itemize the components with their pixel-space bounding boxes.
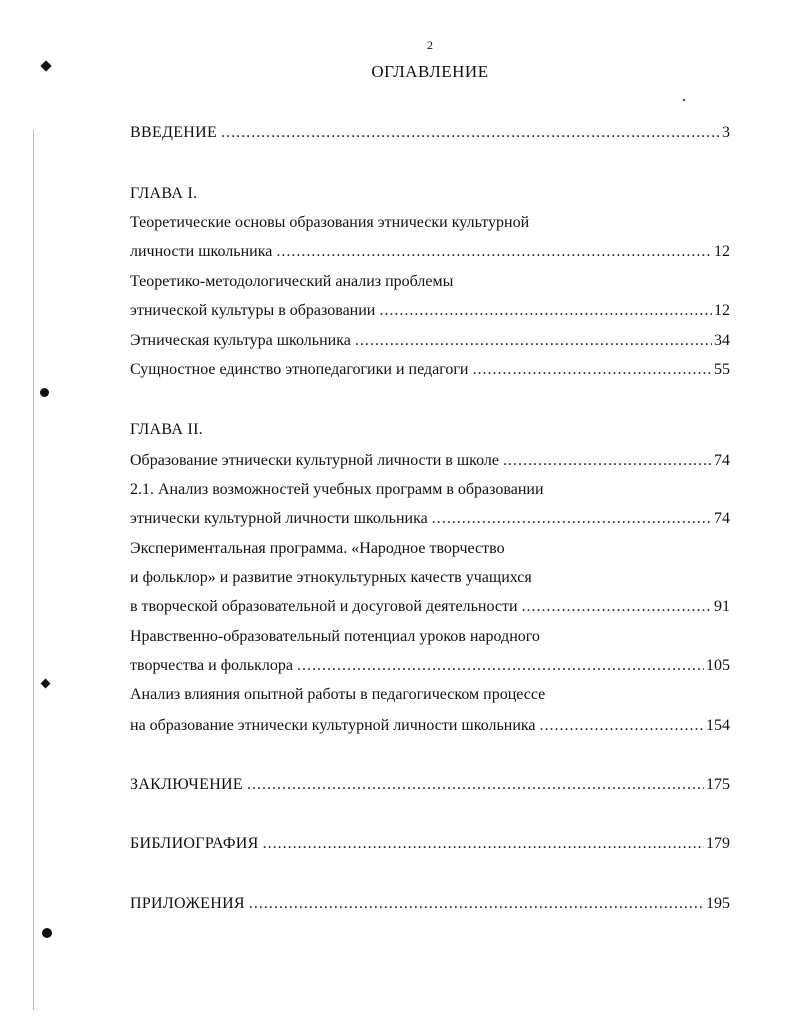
dot-leader <box>221 122 720 144</box>
toc-entry-label: БИБЛИОГРАФИЯ <box>130 835 259 852</box>
toc-entry-text: Анализ влияния опытной работы в педагогическом процессе <box>130 686 546 703</box>
margin-mark <box>40 60 51 71</box>
dot-leader <box>263 833 704 855</box>
page-title: ОГЛАВЛЕНИЕ <box>371 62 489 81</box>
toc-entry-conclusion[interactable] <box>130 774 730 796</box>
toc-entry-ch2-s4[interactable] <box>130 655 730 677</box>
toc-entry-text: Теоретико-методологический анализ проблемы <box>130 273 454 290</box>
toc-entry-label: Образование этнически культурной личности в школе <box>130 452 500 469</box>
margin-mark <box>41 679 51 689</box>
toc-entry-page: 91 <box>714 598 730 615</box>
toc-entry-intro[interactable] <box>130 122 730 144</box>
toc-entry-label: этнически культурной личности школьника <box>130 510 428 527</box>
dot-leader <box>540 715 704 737</box>
toc-entry-bibliography[interactable] <box>130 833 730 855</box>
toc-entry-text: Нравственно-образовательный потенциал уроков народного <box>130 628 540 645</box>
dot-leader <box>522 596 712 618</box>
toc-entry-label: личности школьника <box>130 243 273 260</box>
toc-entry-text: Теоретические основы образования этнически культурной <box>130 214 530 231</box>
toc-entry-page: 175 <box>706 776 730 793</box>
toc-entry-label: Сущностное единство этнопедагогики и педагоги <box>130 361 469 378</box>
toc-entry-ch2-s5[interactable] <box>130 715 730 737</box>
margin-dot <box>40 388 49 397</box>
toc-entry-label: творчества и фольклора <box>130 657 293 674</box>
dot-leader <box>247 774 704 796</box>
toc-entry-text: 2.1. Анализ возможностей учебных программ в образовании <box>130 481 544 498</box>
toc-entry-page: 55 <box>714 361 730 378</box>
toc-entry-label: в творческой образовательной и досуговой деятельности <box>130 598 518 615</box>
toc-entry-page: 179 <box>706 835 730 852</box>
toc-entry-ch2-s2[interactable] <box>130 508 730 530</box>
dot-leader <box>276 241 712 263</box>
toc-entry-page: 3 <box>722 124 730 141</box>
toc-entry-ch1-s1[interactable] <box>130 241 730 263</box>
dot-leader <box>473 359 713 381</box>
toc-entry-appendices[interactable] <box>130 893 730 915</box>
toc-entry-ch2-s1[interactable] <box>130 450 730 472</box>
toc-entry-page: 34 <box>714 332 730 349</box>
toc-entry-page: 74 <box>714 510 730 527</box>
toc-entry-label: ПРИЛОЖЕНИЯ <box>130 895 245 912</box>
toc-entry-text: Экспериментальная программа. «Народное творчество <box>130 540 505 557</box>
toc-entry-ch1-s3[interactable] <box>130 330 730 352</box>
toc-entry-page: 12 <box>714 243 730 260</box>
toc-entry-text: и фольклор» и развитие этнокультурных качеств учащихся <box>130 569 532 586</box>
chapter-heading: ГЛАВА II. <box>130 421 204 438</box>
toc-entry-page: 105 <box>706 657 730 674</box>
toc-entry-label: ЗАКЛЮЧЕНИЕ <box>130 776 243 793</box>
scan-speck <box>683 99 685 101</box>
chapter-heading: ГЛАВА I. <box>130 185 198 202</box>
dot-leader <box>355 330 712 352</box>
toc-entry-page: 154 <box>706 717 730 734</box>
dot-leader <box>432 508 712 530</box>
toc-entry-label: Этническая культура школьника <box>130 332 351 349</box>
toc-entry-page: 195 <box>706 895 730 912</box>
dot-leader <box>379 300 712 322</box>
margin-rule <box>33 130 34 1010</box>
toc-entry-page: 12 <box>714 302 730 319</box>
margin-dot <box>42 928 52 938</box>
dot-leader <box>503 450 712 472</box>
toc-entry-ch1-s4[interactable] <box>130 359 730 381</box>
toc-entry-ch1-s2[interactable] <box>130 300 730 322</box>
toc-entry-label: на образование этнически культурной личности школьника <box>130 717 536 734</box>
toc-entry-ch2-s3[interactable] <box>130 596 730 618</box>
toc-entry-label: ВВЕДЕНИЕ <box>130 124 218 141</box>
dot-leader <box>297 655 704 677</box>
toc-entry-label: этнической культуры в образовании <box>130 302 376 319</box>
toc-entry-page: 74 <box>714 452 730 469</box>
dot-leader <box>249 893 704 915</box>
page-number: 2 <box>427 38 433 52</box>
